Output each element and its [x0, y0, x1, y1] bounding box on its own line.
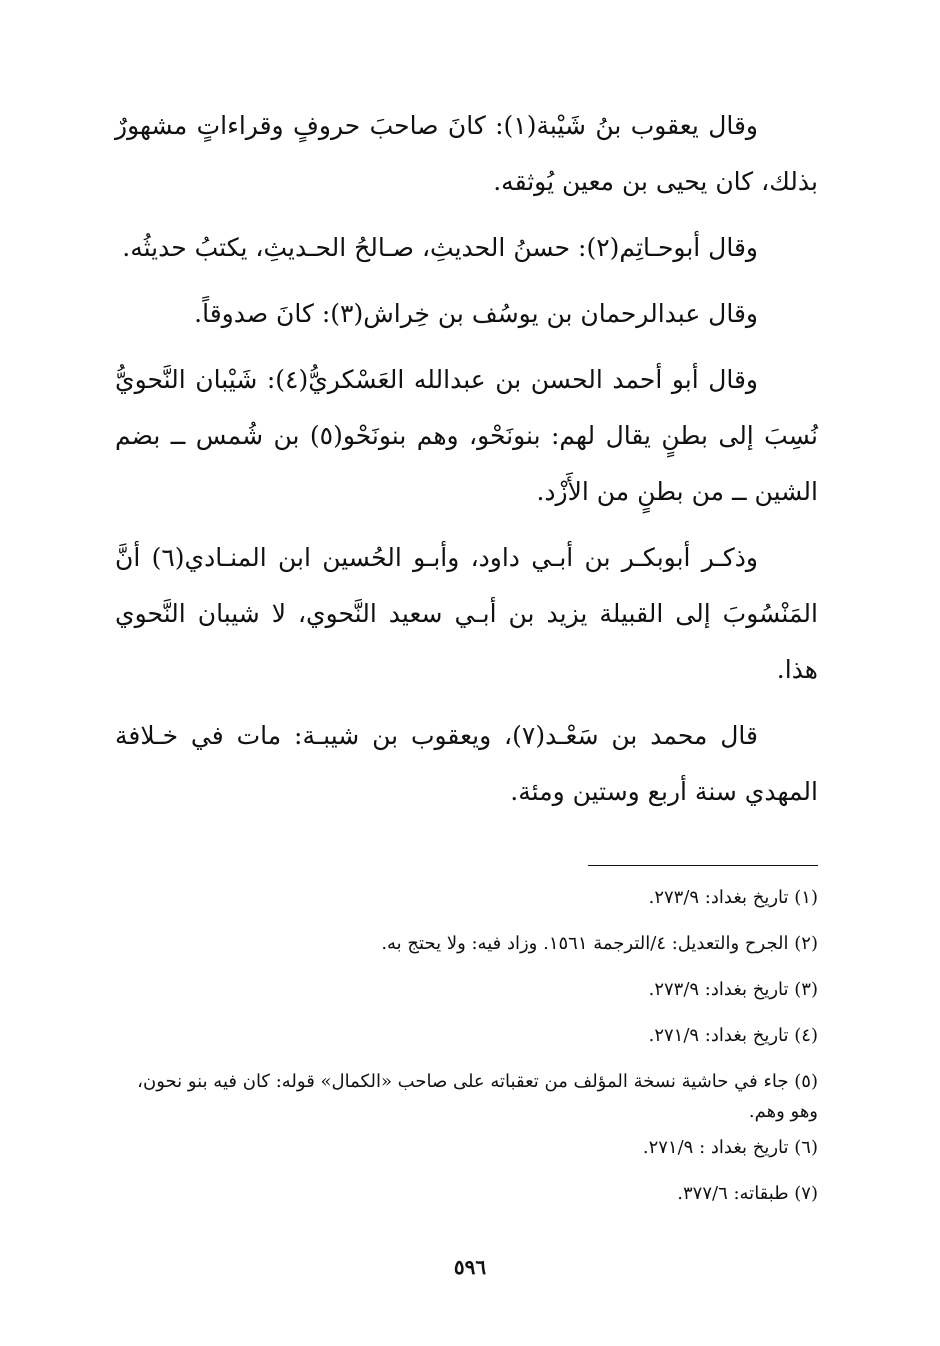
main-text	[115, 98, 818, 830]
footnote-5: (٥) جاء في حاشية نسخة المؤلف من تعقباته على صاحب «الكمال» قوله: كان فيه بنو نحون، وهو وهم.	[137, 1071, 818, 1122]
paragraph-yaqub-ibn-shayba: وقال يعقوب بنُ شَيْبة(١): كانَ صاحبَ حروفٍ وقراءاتٍ مشهورٌ بذلك، كان يحيى بن معين يُوثقه.	[115, 111, 818, 196]
paragraph-abu-hatim: وقال أبوحـاتِم(٢): حسنُ الحديثِ، صـالحُ الحـديثِ، يكتبُ حديثُه.	[122, 233, 758, 262]
footnote-1: (١) تاريخ بغداد: ٢٧٣/٩.	[648, 887, 818, 908]
paragraph-ibn-khirash: وقال عبدالرحمان بن يوسُف بن خِراش(٣): كانَ صدوقاً.	[194, 299, 758, 328]
page-number: ٥٩٦	[453, 1255, 487, 1279]
paragraph-ibn-abi-dawud: وذكـر أبوبكـر بن أبـي داود، وأبـو الحُسين ابن المنـادي(٦) أنَّ المَنْسُوبَ إلى القبيلة يزيد بن أبـي سعيد النَّحوي، لا شيبان النَّحوي هذا.	[115, 543, 818, 684]
footnote-6: (٦) تاريخ بغداد : ٢٧١/٩.	[642, 1137, 818, 1158]
footnotes	[115, 883, 818, 1225]
footnote-4: (٤) تاريخ بغداد: ٢٧١/٩.	[648, 1025, 818, 1046]
paragraph-ibn-sad: قال محمد بن سَعْـد(٧)، ويعقوب بن شيبـة: مات في خـلافة المهدي سنة أربع وستين ومئة.	[115, 721, 818, 806]
footnote-separator	[588, 865, 818, 866]
footnote-7: (٧) طبقاته: ٣٧٧/٦.	[677, 1183, 818, 1204]
paragraph-al-askari: وقال أبو أحمد الحسن بن عبدالله العَسْكريُّ(٤): شَيْبان النَّحويُّ نُسِبَ إلى بطنٍ يقال لهم: بنونَحْو، وهم بنونَحْو(٥) بن شُمس ــ بضم الشين ــ من بطنٍ من الأَزْد.	[115, 365, 818, 506]
footnote-2: (٢) الجرح والتعديل: ٤/الترجمة ١٥٦١. وزاد فيه: ولا يحتج به.	[381, 933, 818, 954]
footnote-3: (٣) تاريخ بغداد: ٢٧٣/٩.	[648, 979, 818, 1000]
